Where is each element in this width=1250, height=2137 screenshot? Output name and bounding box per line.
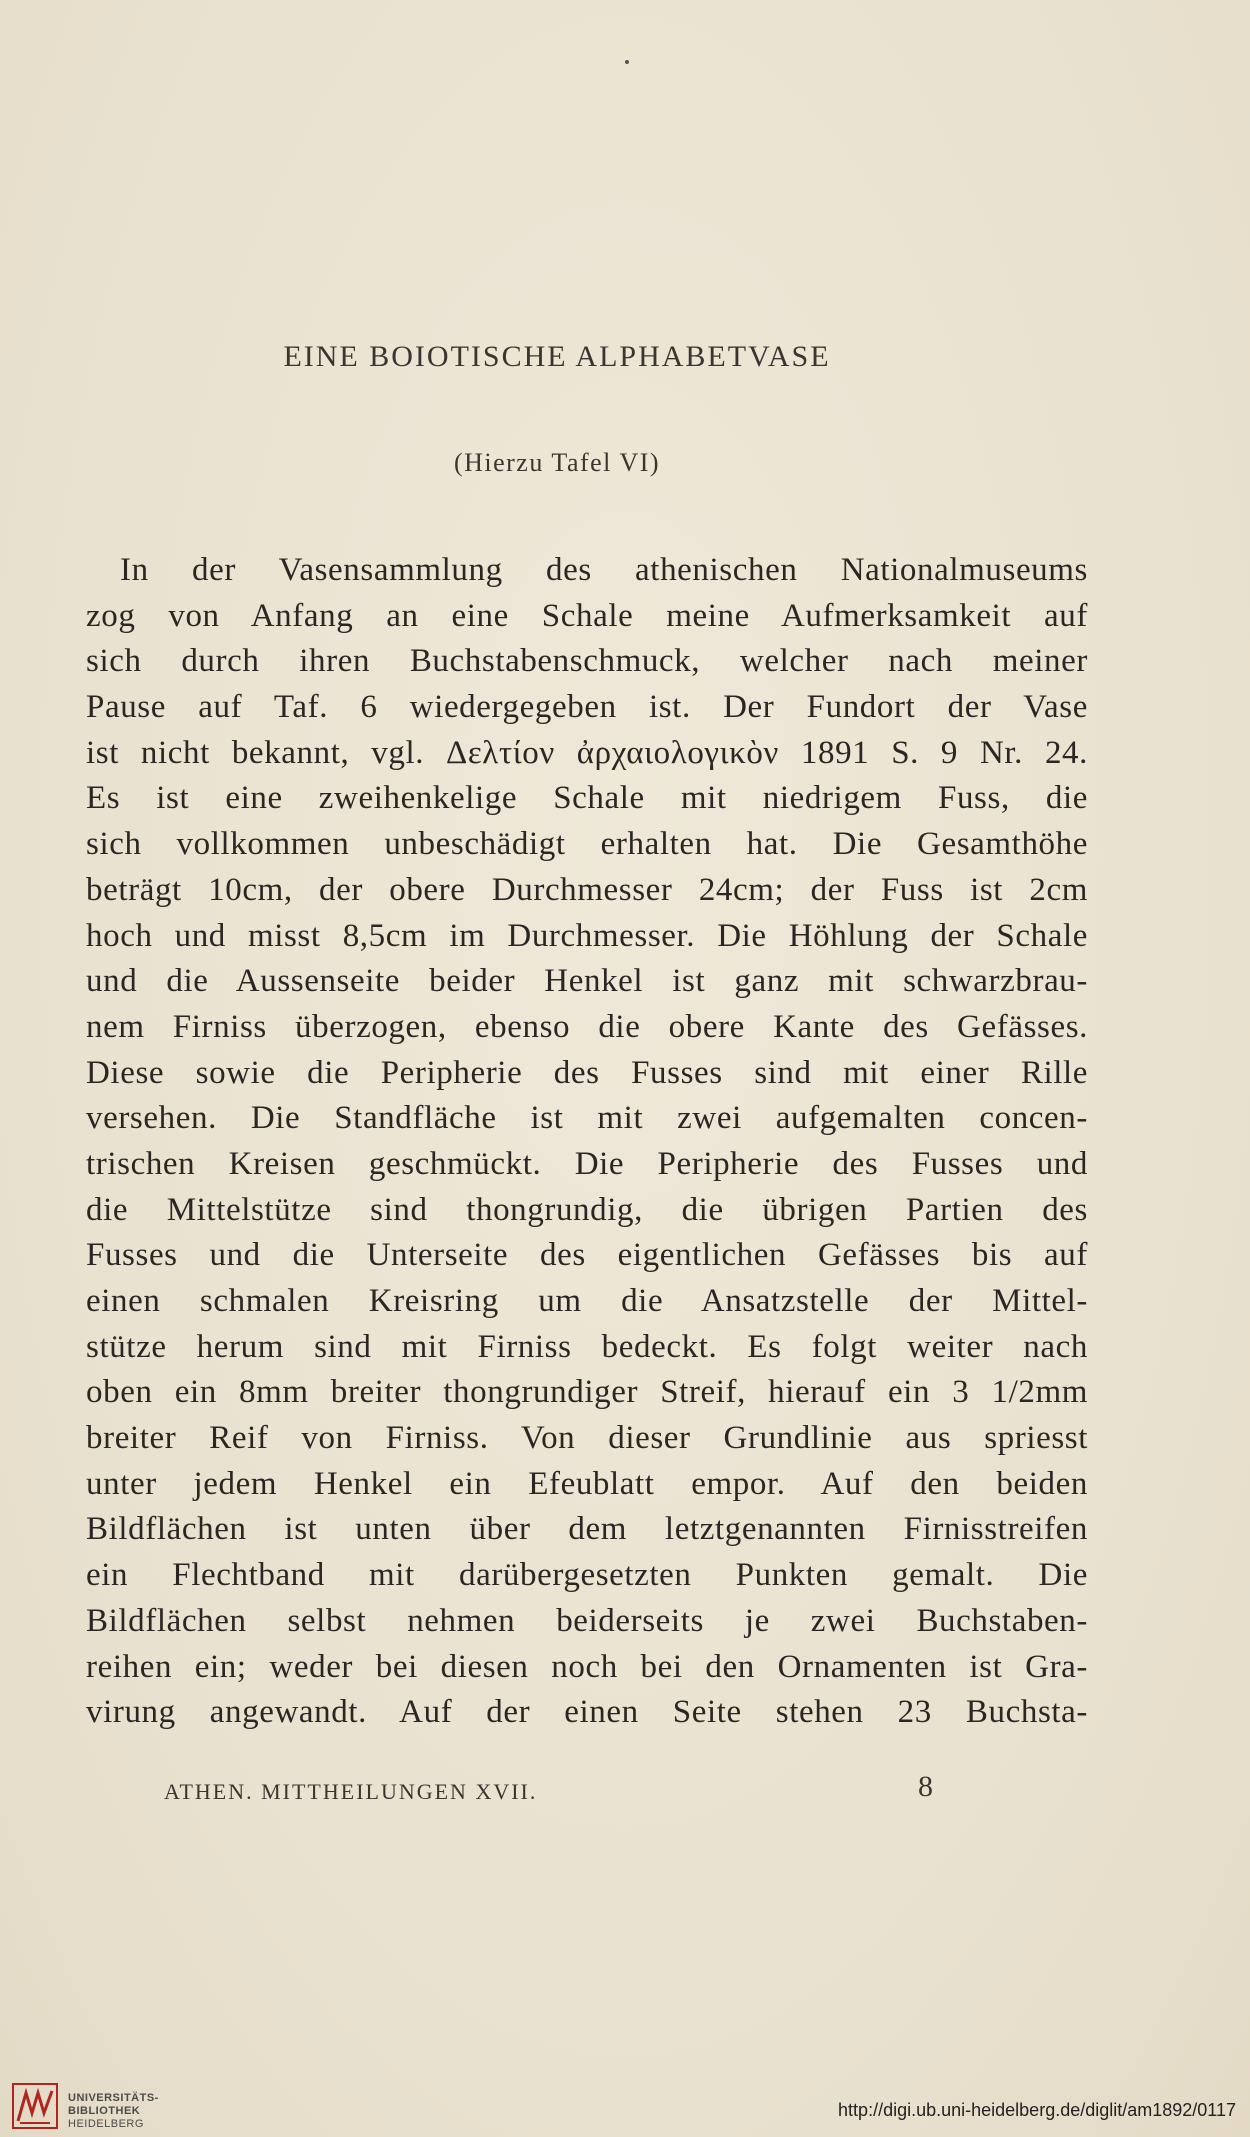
- text-line: Bildflächen ist unten über dem letztgenannten Firnisstreifen: [86, 1511, 1088, 1548]
- text-line: Pause auf Taf. 6 wiedergegeben ist. Der Fundort der Vase: [86, 689, 1088, 726]
- text-line: virung angewandt. Auf der einen Seite stehen 23 Buchsta-: [86, 1694, 1088, 1731]
- body-text: [86, 548, 1088, 1736]
- text-line: und die Aussenseite beider Henkel ist ganz mit schwarzbrau-: [86, 963, 1088, 1000]
- text-line: reihen ein; weder bei diesen noch bei den Ornamenten ist Gra-: [86, 1648, 1088, 1685]
- text-line: die Mittelstütze sind thongrundig, die übrigen Partien des: [86, 1191, 1088, 1228]
- text-line: trischen Kreisen geschmückt. Die Peripherie des Fusses und: [86, 1145, 1088, 1182]
- text-line: versehen. Die Standfläche ist mit zwei aufgemalten concen-: [86, 1100, 1088, 1137]
- text-line: Diese sowie die Peripherie des Fusses sind mit einer Rille: [86, 1054, 1088, 1091]
- article-title: EINE BOIOTISCHE ALPHABETVASE: [283, 340, 831, 373]
- text-line: breiter Reif von Firniss. Von dieser Grundlinie aus spriesst: [86, 1420, 1088, 1457]
- signature-number: 8: [918, 1770, 933, 1803]
- text-line: Es ist eine zweihenkelige Schale mit niedrigem Fuss, die: [86, 780, 1088, 817]
- university-library-logo-icon: [12, 2083, 58, 2129]
- text-line: Bildflächen selbst nehmen beiderseits je zwei Buchstaben-: [86, 1602, 1088, 1639]
- text-line: sich durch ihren Buchstabenschmuck, welcher nach meiner: [86, 643, 1088, 680]
- text-line: hoch und misst 8,5cm im Durchmesser. Die Höhlung der Schale: [86, 917, 1088, 954]
- library-name-line: HEIDELBERG: [68, 2118, 144, 2130]
- library-name-line: BIBLIOTHEK: [68, 2105, 141, 2117]
- running-footer: ATHEN. MITTHEILUNGEN XVII.: [164, 1779, 538, 1804]
- library-name: [68, 2092, 159, 2131]
- text-line: beträgt 10cm, der obere Durchmesser 24cm; der Fuss ist 2cm: [86, 871, 1088, 908]
- article-subtitle: (Hierzu Tafel VI): [453, 448, 661, 477]
- text-line: stütze herum sind mit Firniss bedeckt. Es folgt weiter nach: [86, 1328, 1088, 1365]
- text-line: unter jedem Henkel ein Efeublatt empor. Auf den beiden: [86, 1465, 1088, 1502]
- ink-speck: [625, 60, 629, 64]
- library-name-line: UNIVERSITÄTS-: [68, 2092, 159, 2104]
- text-line: oben ein 8mm breiter thongrundiger Streif, hierauf ein 3 1/2mm: [86, 1374, 1088, 1411]
- text-line: In der Vasensammlung des athenischen Nationalmuseums: [120, 552, 1088, 588]
- text-line: Fusses und die Unterseite des eigentlichen Gefässes bis auf: [86, 1237, 1088, 1274]
- source-url-link[interactable]: http://digi.ub.uni-heidelberg.de/diglit/am1892/0117: [838, 2100, 1236, 2120]
- text-line: ein Flechtband mit darübergesetzten Punkten gemalt. Die: [86, 1557, 1088, 1594]
- text-line: sich vollkommen unbeschädigt erhalten hat. Die Gesamthöhe: [86, 826, 1088, 863]
- text-line: ist nicht bekannt, vgl. Δελτίον ἀρχαιολογικὸν 1891 S. 9 Nr. 24.: [86, 734, 1088, 771]
- text-line: nem Firniss überzogen, ebenso die obere Kante des Gefässes.: [86, 1008, 1088, 1045]
- text-line: einen schmalen Kreisring um die Ansatzstelle der Mittel-: [86, 1283, 1088, 1319]
- text-line: zog von Anfang an eine Schale meine Aufmerksamkeit auf: [86, 597, 1088, 634]
